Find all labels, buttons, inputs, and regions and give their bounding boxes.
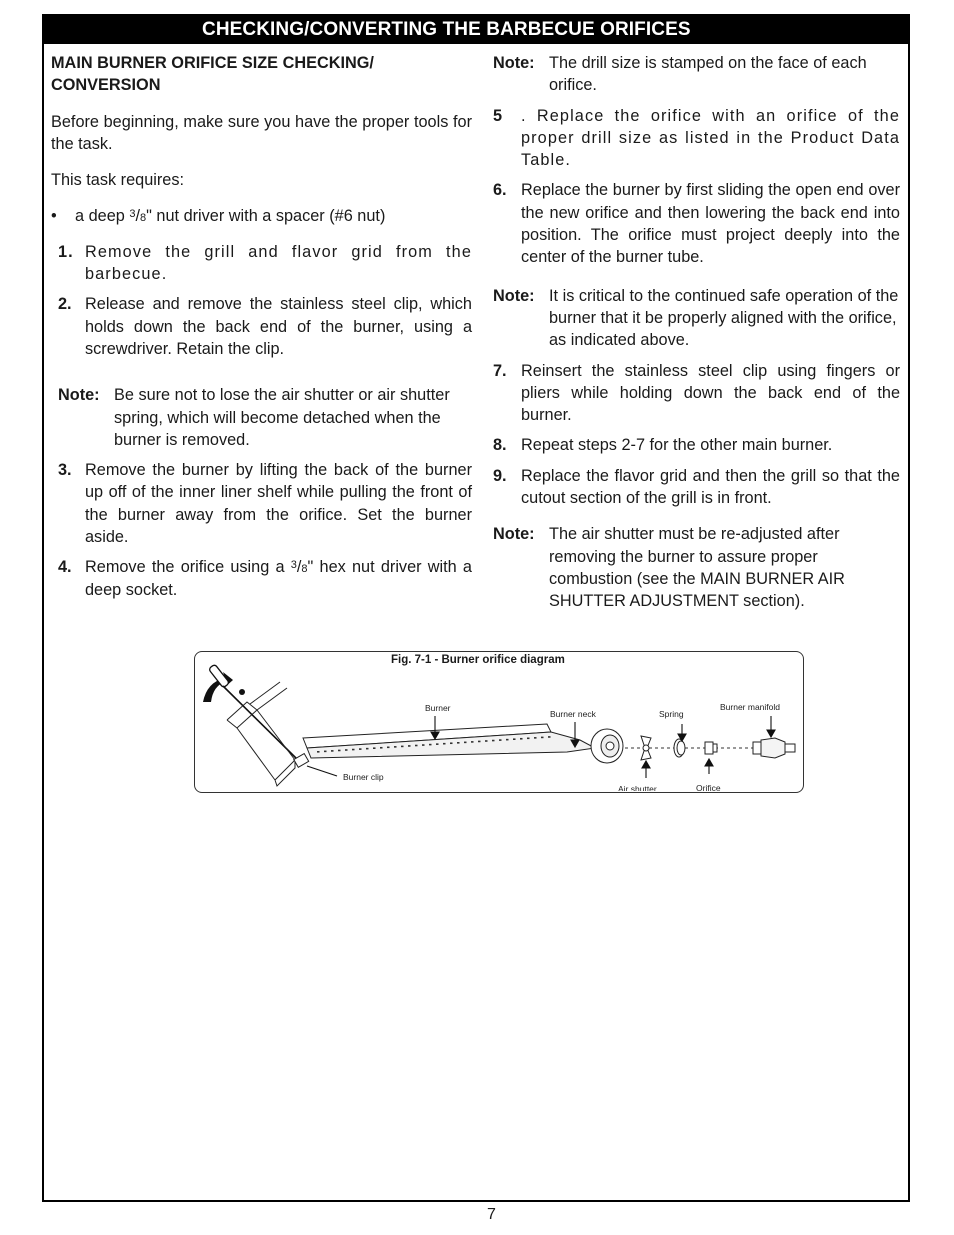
step-number: 4.: [58, 558, 72, 577]
burner-port: [331, 750, 334, 752]
burner-port: [513, 738, 516, 740]
step-number: 9.: [493, 466, 507, 485]
step-number: 7.: [493, 361, 507, 380]
label-burner-manifold: Burner manifold: [720, 702, 781, 712]
note-text: It is critical to the continued safe operation of the burner that it be properly aligned with the orifice, as indicated above.: [549, 286, 899, 350]
note-air-shutter: [58, 384, 472, 451]
step-text: Release and remove the stainless steel clip, which holds down the back end of the burner, using a screwdriver. Retain the clip.: [85, 295, 472, 358]
burner-port: [527, 738, 530, 740]
burner-port: [359, 748, 362, 750]
step-text: Replace the burner by first sliding the open end over the new orifice and then lowering the back end into position. The orifice must project deeply into the center of the burner tube.: [521, 181, 900, 267]
spring-icon: [674, 739, 685, 757]
burner-port: [338, 750, 341, 752]
step-7: [493, 360, 900, 427]
note-text: The air shutter must be re-adjusted after removing the burner to assure proper combustion (see the MAIN BURNER AIR SHUTTER ADJUSTMENT section).: [549, 525, 845, 611]
burner-port: [548, 736, 551, 738]
burner-port: [387, 747, 390, 749]
burner-port: [541, 737, 544, 739]
subsection-heading: MAIN BURNER ORIFICE SIZE CHECKING/ CONVERSION: [51, 54, 374, 95]
step-text: Remove the grill and flavor grid from the barbecue.: [85, 242, 472, 284]
burner-port: [415, 745, 418, 747]
note-label: Note:: [493, 525, 535, 544]
section-header: CHECKING/CONVERTING THE BARBECUE ORIFICES: [44, 16, 908, 44]
page-number: 7: [487, 1206, 496, 1223]
step-8: [493, 434, 900, 456]
step-3: [51, 459, 472, 548]
burner-neck-icon: [591, 729, 623, 763]
burner-port: [345, 749, 348, 751]
page-frame: [42, 14, 910, 1202]
step-text: Repeat steps 2-7 for the other main burner.: [521, 436, 833, 455]
note-air-shutter-adjust: [493, 523, 900, 612]
tool-bullet: [51, 205, 472, 227]
step-number: 3.: [58, 461, 72, 480]
note-label: Note:: [493, 286, 535, 305]
step-4: [51, 556, 472, 601]
step-text: . Replace the orifice with an orifice of the proper drill size as listed in the Product Data Table.: [521, 106, 900, 170]
label-orifice: Orifice: [696, 783, 721, 791]
burner-port: [478, 741, 481, 743]
step-number: 6.: [493, 181, 507, 200]
burner-port: [450, 742, 453, 744]
note-text: Be sure not to lose the air shutter or air shutter spring, which will become detached when the burner is removed.: [114, 386, 450, 449]
step-text: Remove the orifice using a $^3/_8$" hex nut driver with a deep socket.: [85, 558, 472, 599]
inner-liner-shelf: [227, 682, 295, 786]
burner-manifold-icon: [753, 738, 795, 758]
note-drill-size: [493, 52, 900, 97]
step-number: 2.: [58, 295, 72, 314]
burner-port: [366, 748, 369, 750]
burner-port: [436, 743, 439, 745]
label-burner: Burner: [425, 703, 451, 713]
burner-port: [352, 749, 355, 751]
burner-clip-icon: [294, 754, 309, 768]
orifice-icon: [705, 742, 717, 754]
bullet-dot: •: [51, 207, 57, 226]
burner-port: [394, 746, 397, 748]
note-label: Note:: [493, 54, 535, 72]
step-2: [51, 293, 472, 360]
left-column: [51, 52, 472, 609]
step-5: [493, 105, 900, 172]
burner-tube: [303, 724, 595, 758]
label-air-shutter: Air shutter: [618, 784, 657, 791]
burner-port: [408, 745, 411, 747]
burner-port: [317, 751, 320, 753]
tool-bullet-text: a deep $^3/_8$" nut driver with a spacer (#6 nut): [75, 207, 386, 226]
burner-port: [485, 740, 488, 742]
burner-port: [324, 751, 327, 753]
burner-port: [534, 737, 537, 739]
intro-paragraph: Before beginning, make sure you have the proper tools for the task.: [51, 112, 472, 153]
burner-port: [464, 742, 467, 744]
burner-port: [457, 742, 460, 744]
burner-port: [401, 746, 404, 748]
step-1: [51, 241, 472, 286]
burner-port: [429, 744, 432, 746]
label-burner-neck: Burner neck: [550, 709, 596, 719]
burner-orifice-figure: [194, 651, 804, 793]
step-text: Remove the burner by lifting the back of the burner up off of the inner liner shelf while pulling the front of the burner away from the orifice. Set the burner aside.: [85, 461, 472, 547]
step-9: [493, 465, 900, 510]
step-6: [493, 179, 900, 268]
burner-diagram: [195, 652, 802, 791]
burner-port: [380, 747, 383, 749]
air-shutter-icon: [641, 736, 651, 760]
note-text: The drill size is stamped on the face of each orifice.: [549, 54, 867, 95]
step-number: 5: [493, 106, 504, 125]
step-number: 8.: [493, 436, 507, 455]
note-alignment: [493, 285, 900, 352]
burner-port: [422, 744, 425, 746]
burner-port: [492, 740, 495, 742]
burner-port: [520, 738, 523, 740]
burner-port: [373, 747, 376, 749]
burner-port: [443, 743, 446, 745]
note-label: Note:: [58, 386, 100, 405]
step-text: Reinsert the stainless steel clip using fingers or pliers while holding down the back end of the burner.: [521, 361, 900, 425]
burner-port: [506, 739, 509, 741]
label-burner-clip: Burner clip: [343, 772, 384, 782]
right-column: [493, 52, 900, 621]
requires-line: This task requires:: [51, 171, 185, 190]
figure-caption: Fig. 7-1 - Burner orifice diagram: [391, 654, 565, 666]
step-text: Replace the flavor grid and then the grill so that the cutout section of the grill is in front.: [521, 466, 900, 508]
label-spring: Spring: [659, 709, 684, 719]
step-number: 1.: [58, 242, 74, 261]
burner-port: [499, 739, 502, 741]
burner-port: [471, 741, 474, 743]
